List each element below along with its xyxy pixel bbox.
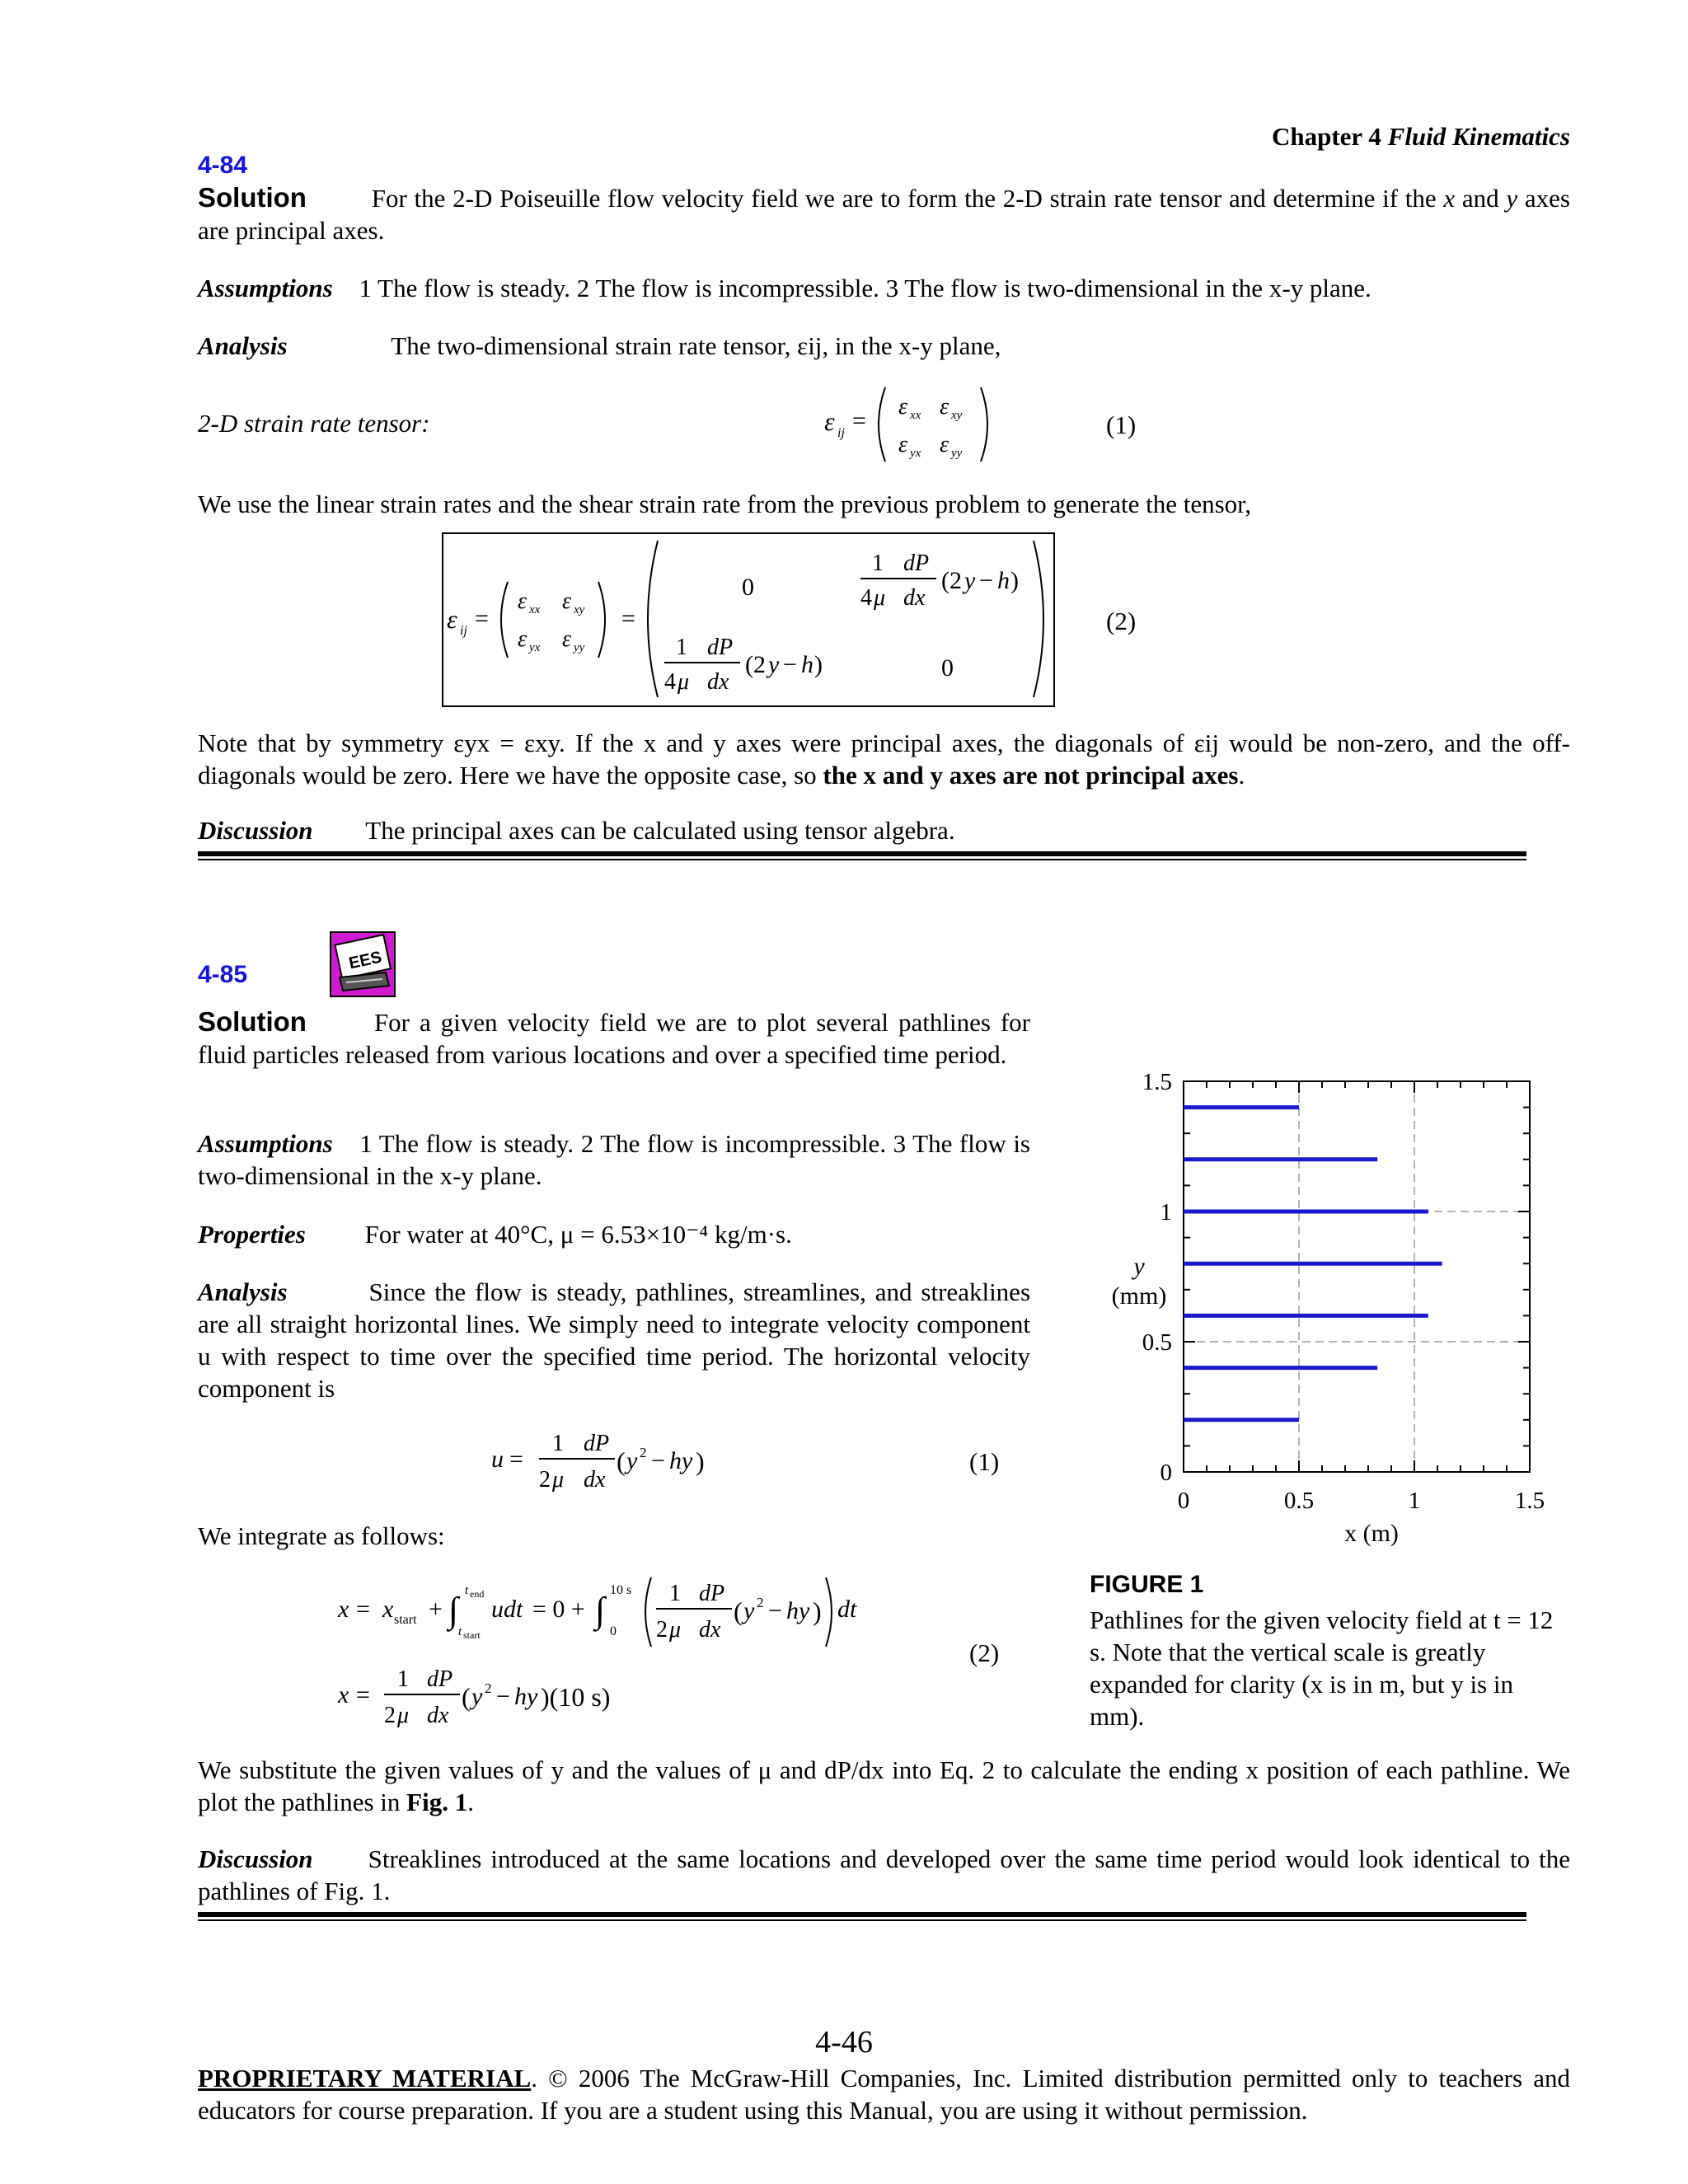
svg-text:u: u (491, 1446, 504, 1473)
analysis-label: Analysis (198, 331, 288, 360)
svg-text:t: t (458, 1625, 462, 1638)
svg-text:hy: hy (669, 1447, 693, 1474)
substitute-text: We substitute the given values of y and the values of μ and dP/dx into Eq. 2 to calculate the ending x position of each pathline. We plot the pathlines in (198, 1755, 1570, 1816)
note-end: . (1238, 761, 1245, 790)
svg-text:hy: hy (786, 1597, 810, 1624)
svg-text:start: start (463, 1629, 481, 1641)
svg-text:ij: ij (837, 426, 845, 440)
svg-text:)(10 s): )(10 s) (541, 1682, 611, 1712)
assumptions-label: Assumptions (198, 274, 333, 302)
solution-text-a: For the 2-D Poiseuille flow velocity field we are to form the 2-D strain rate tensor and determine if the (371, 184, 1444, 213)
svg-text:x: x (338, 1681, 349, 1708)
svg-text:): ) (813, 1596, 822, 1626)
svg-text:+: + (429, 1596, 443, 1623)
svg-text:ij: ij (460, 624, 467, 638)
svg-text:−: − (496, 1683, 510, 1710)
svg-text:1: 1 (676, 635, 687, 660)
svg-text:dx: dx (707, 669, 729, 695)
svg-text:dx: dx (584, 1467, 606, 1493)
svg-text:2: 2 (539, 1467, 551, 1493)
proprietary-label: PROPRIETARY MATERIAL (198, 2064, 532, 2093)
analysis-label-4-85: Analysis (198, 1277, 288, 1306)
svg-text:y: y (743, 1597, 755, 1624)
svg-text:2: 2 (485, 1680, 492, 1696)
svg-text:x: x (338, 1596, 349, 1623)
svg-text:dx: dx (699, 1617, 721, 1643)
svg-text:ε: ε (898, 432, 908, 457)
x-tick-label: 1 (1408, 1488, 1421, 1514)
svg-text:2: 2 (757, 1595, 764, 1610)
analysis-text: The two-dimensional strain rate tensor, εij, in the x-y plane, (391, 331, 1001, 360)
var-x: x (1443, 184, 1456, 213)
svg-text:yx: yx (910, 447, 921, 460)
svg-text:h: h (997, 567, 1010, 594)
use-text-4-84: We use the linear strain rates and the shear strain rate from the previous problem to generate the tensor, (198, 490, 1251, 518)
svg-text:−: − (979, 567, 993, 594)
discussion-text: The principal axes can be calculated using tensor algebra. (365, 816, 955, 845)
section-divider-2 (198, 1912, 1526, 1917)
svg-text:= 0 +: = 0 + (532, 1596, 585, 1623)
svg-text:ε: ε (447, 604, 457, 634)
discussion-label-4-85: Discussion (198, 1844, 313, 1873)
svg-text:4: 4 (664, 669, 676, 695)
analysis-text-4-85: Since the flow is steady, pathlines, streamlines, and streaklines are all straight horizontal lines. We simply need to integrate velocity component u with respect to time over the specified time period. The horizontal velocity component is (198, 1277, 1031, 1403)
tensor-label: 2-D strain rate tensor: (198, 409, 430, 438)
svg-text:ε: ε (824, 406, 835, 436)
svg-text:1: 1 (872, 551, 884, 576)
svg-text:udt: udt (491, 1596, 523, 1623)
svg-text:ε: ε (940, 394, 950, 419)
eq2-number-4-84: (2) (1106, 607, 1137, 635)
svg-text:y: y (768, 651, 780, 678)
svg-text:ε: ε (518, 588, 528, 614)
svg-text:start: start (394, 1613, 417, 1627)
discussion-4-85 (198, 1843, 1570, 1907)
ees-software-icon[interactable] (330, 931, 396, 997)
assumptions-label-4-85: Assumptions (198, 1129, 333, 1158)
var-y: y (1506, 184, 1518, 213)
svg-text:ε: ε (562, 626, 572, 652)
solution-label-4-85: Solution (198, 1006, 307, 1037)
svg-text:(2: (2 (941, 567, 962, 594)
proprietary-text: . © 2006 The McGraw-Hill Companies, Inc. Limited distribution permitted only to teachers and educators for course preparation. If you are a student using this Manual, you are using it without permission. (198, 2064, 1570, 2125)
svg-text:(: ( (462, 1682, 471, 1712)
solution-text-c: axes are principal axes. (198, 184, 1570, 245)
svg-text:−: − (768, 1597, 782, 1624)
x-tick-label: 1.5 (1514, 1488, 1545, 1514)
properties-text: For water at 40°C, μ = 6.53×10⁻⁴ kg/m·s. (364, 1220, 792, 1249)
solution-text-4-85: For a given velocity field we are to plot several pathlines for fluid particles released from various locations and over a specified time period. (198, 1008, 1030, 1069)
svg-text:hy: hy (514, 1683, 538, 1710)
svg-text:=: = (356, 1596, 370, 1623)
svg-text:∫: ∫ (448, 1590, 459, 1630)
eq2-number-4-85: (2) (969, 1638, 1000, 1667)
ees-icon-text: EES (347, 948, 384, 973)
svg-text:0: 0 (742, 574, 754, 601)
y-tick-label: 1 (1160, 1199, 1172, 1226)
chart-grid (1184, 1081, 1530, 1472)
y-axis-label-b: (mm) (1111, 1282, 1167, 1310)
integrate-text: We integrate as follows: (198, 1521, 445, 1550)
svg-text:xx: xx (910, 409, 921, 422)
tick-labels (1142, 1071, 1545, 1514)
pathlines (1184, 1108, 1442, 1420)
svg-text:dP: dP (903, 551, 930, 576)
x-tick-label: 0 (1177, 1488, 1190, 1514)
svg-text:end: end (470, 1588, 485, 1600)
discussion-text-4-85: Streaklines introduced at the same locations and developed over the same time period would look identical to the pathlines of Fig. 1. (198, 1844, 1571, 1905)
svg-text:dx: dx (427, 1703, 449, 1728)
assumptions-4-85 (198, 1127, 1030, 1192)
svg-text:(: ( (734, 1596, 743, 1626)
plot-frame (1184, 1081, 1530, 1472)
section-divider-2-thin (198, 1919, 1526, 1921)
properties-4-85 (198, 1218, 1030, 1250)
svg-text:yx: yx (529, 641, 541, 654)
substitute-paragraph (198, 1754, 1570, 1818)
x-tick-label: 0.5 (1283, 1488, 1315, 1514)
substitute-bold: Fig. 1 (406, 1788, 468, 1816)
svg-text:): ) (814, 651, 823, 678)
svg-text:0: 0 (610, 1624, 617, 1638)
svg-text:ε: ε (562, 588, 572, 614)
velocity-equation (486, 1416, 750, 1498)
svg-text:): ) (696, 1446, 705, 1476)
note-paragraph-4-84 (198, 727, 1570, 791)
svg-text:2: 2 (384, 1703, 396, 1728)
svg-text:1: 1 (397, 1666, 409, 1692)
svg-text:dP: dP (584, 1431, 610, 1456)
svg-text:1: 1 (552, 1431, 564, 1456)
svg-text:2: 2 (640, 1445, 647, 1460)
svg-text:=: = (356, 1681, 370, 1708)
svg-text:=: = (852, 407, 866, 434)
solution-text-b: and (1455, 184, 1507, 213)
svg-text:∫: ∫ (595, 1590, 606, 1630)
pathline-chart (1096, 1071, 1558, 1558)
discussion-4-84 (198, 814, 1570, 846)
svg-text:h: h (801, 651, 814, 678)
svg-text:dt: dt (837, 1596, 857, 1623)
eq1-number-4-84: (1) (1106, 410, 1137, 439)
svg-text:yy: yy (951, 447, 963, 460)
strain-tensor-equation (816, 379, 1014, 470)
y-tick-label: 0 (1160, 1460, 1172, 1486)
y-axis-label-a: y (1133, 1253, 1145, 1280)
note-bold: the x and y axes are not principal axes (823, 761, 1239, 790)
svg-text:y: y (626, 1447, 638, 1474)
problem-number-4-84: 4-84 (198, 152, 248, 179)
svg-text:x: x (382, 1596, 394, 1623)
svg-text:ε: ε (940, 432, 950, 457)
svg-text:μ: μ (552, 1467, 565, 1493)
svg-text:dP: dP (699, 1581, 725, 1606)
svg-text:ε: ε (518, 626, 528, 652)
running-header (1154, 120, 1570, 152)
svg-text:xy: xy (951, 409, 963, 422)
svg-text:=: = (509, 1446, 523, 1473)
chapter-label: Chapter 4 (1271, 122, 1381, 151)
properties-label: Properties (198, 1220, 306, 1249)
chart-ticks (1184, 1081, 1530, 1472)
svg-text:2: 2 (656, 1617, 668, 1643)
svg-text:): ) (1010, 567, 1019, 594)
svg-text:dP: dP (707, 635, 734, 660)
svg-text:dP: dP (427, 1666, 453, 1692)
discussion-label: Discussion (198, 816, 313, 845)
svg-text:(: ( (617, 1446, 626, 1476)
svg-text:dx: dx (903, 585, 926, 611)
figure-caption: Pathlines for the given velocity field at t = 12 s. Note that the vertical scale is greatly expanded for clarity (x is in m, but y is in mm). (1090, 1605, 1554, 1731)
x-axis-label: x (m) (1344, 1520, 1399, 1547)
section-divider-thin (198, 859, 1526, 860)
analysis-4-85 (198, 1276, 1030, 1404)
problem-number-4-85: 4-85 (198, 961, 248, 988)
svg-text:μ: μ (874, 585, 886, 611)
y-tick-label: 0.5 (1142, 1329, 1172, 1356)
chapter-title: Fluid Kinematics (1387, 122, 1570, 151)
svg-text:=: = (475, 605, 489, 632)
svg-text:xy: xy (574, 603, 585, 616)
solution-paragraph-4-84 (198, 181, 1570, 246)
solution-label: Solution (198, 182, 307, 213)
svg-text:ε: ε (898, 394, 908, 419)
solution-paragraph-4-85 (198, 1005, 1030, 1071)
analysis-4-84 (198, 330, 1570, 362)
svg-text:μ: μ (669, 1617, 682, 1643)
svg-text:xx: xx (529, 603, 541, 616)
svg-text:−: − (783, 651, 797, 678)
svg-text:−: − (651, 1447, 665, 1474)
svg-text:μ: μ (397, 1703, 410, 1728)
assumptions-text-4-85: 1 The flow is steady. 2 The flow is incompressible. 3 The flow is two-dimensional in the x-y plane. (198, 1129, 1030, 1190)
y-tick-label: 1.5 (1142, 1071, 1172, 1095)
page-number: 4-46 (815, 2025, 873, 2060)
svg-text:t: t (465, 1584, 469, 1597)
svg-text:μ: μ (678, 669, 690, 695)
svg-text:yy: yy (574, 641, 585, 654)
svg-text:y: y (964, 567, 976, 594)
svg-text:4: 4 (860, 585, 872, 611)
section-divider (198, 851, 1526, 856)
svg-text:=: = (621, 605, 635, 632)
svg-text:1: 1 (669, 1581, 681, 1606)
svg-text:10 s: 10 s (610, 1583, 632, 1597)
eq1-number-4-85: (1) (969, 1447, 1000, 1476)
svg-text:y: y (471, 1683, 483, 1710)
svg-text:0: 0 (941, 654, 954, 682)
assumptions-text: 1 The flow is steady. 2 The flow is incompressible. 3 The flow is two-dimensional in the x-y plane. (359, 274, 1372, 302)
footer-notice (198, 2062, 1570, 2126)
note-text: Note that by symmetry εyx = εxy. If the x and y axes were principal axes, the diagonals of εij would be non-zero, and the off-diagonals would be zero. Here we have the opposite case, so (198, 729, 1570, 790)
substitute-end: . (467, 1788, 474, 1816)
strain-tensor-boxed-equation (442, 532, 1055, 707)
svg-text:(2: (2 (745, 651, 766, 678)
position-integral-equation (335, 1566, 895, 1747)
assumptions-4-84 (198, 272, 1570, 304)
figure-title: FIGURE 1 (1090, 1571, 1204, 1598)
